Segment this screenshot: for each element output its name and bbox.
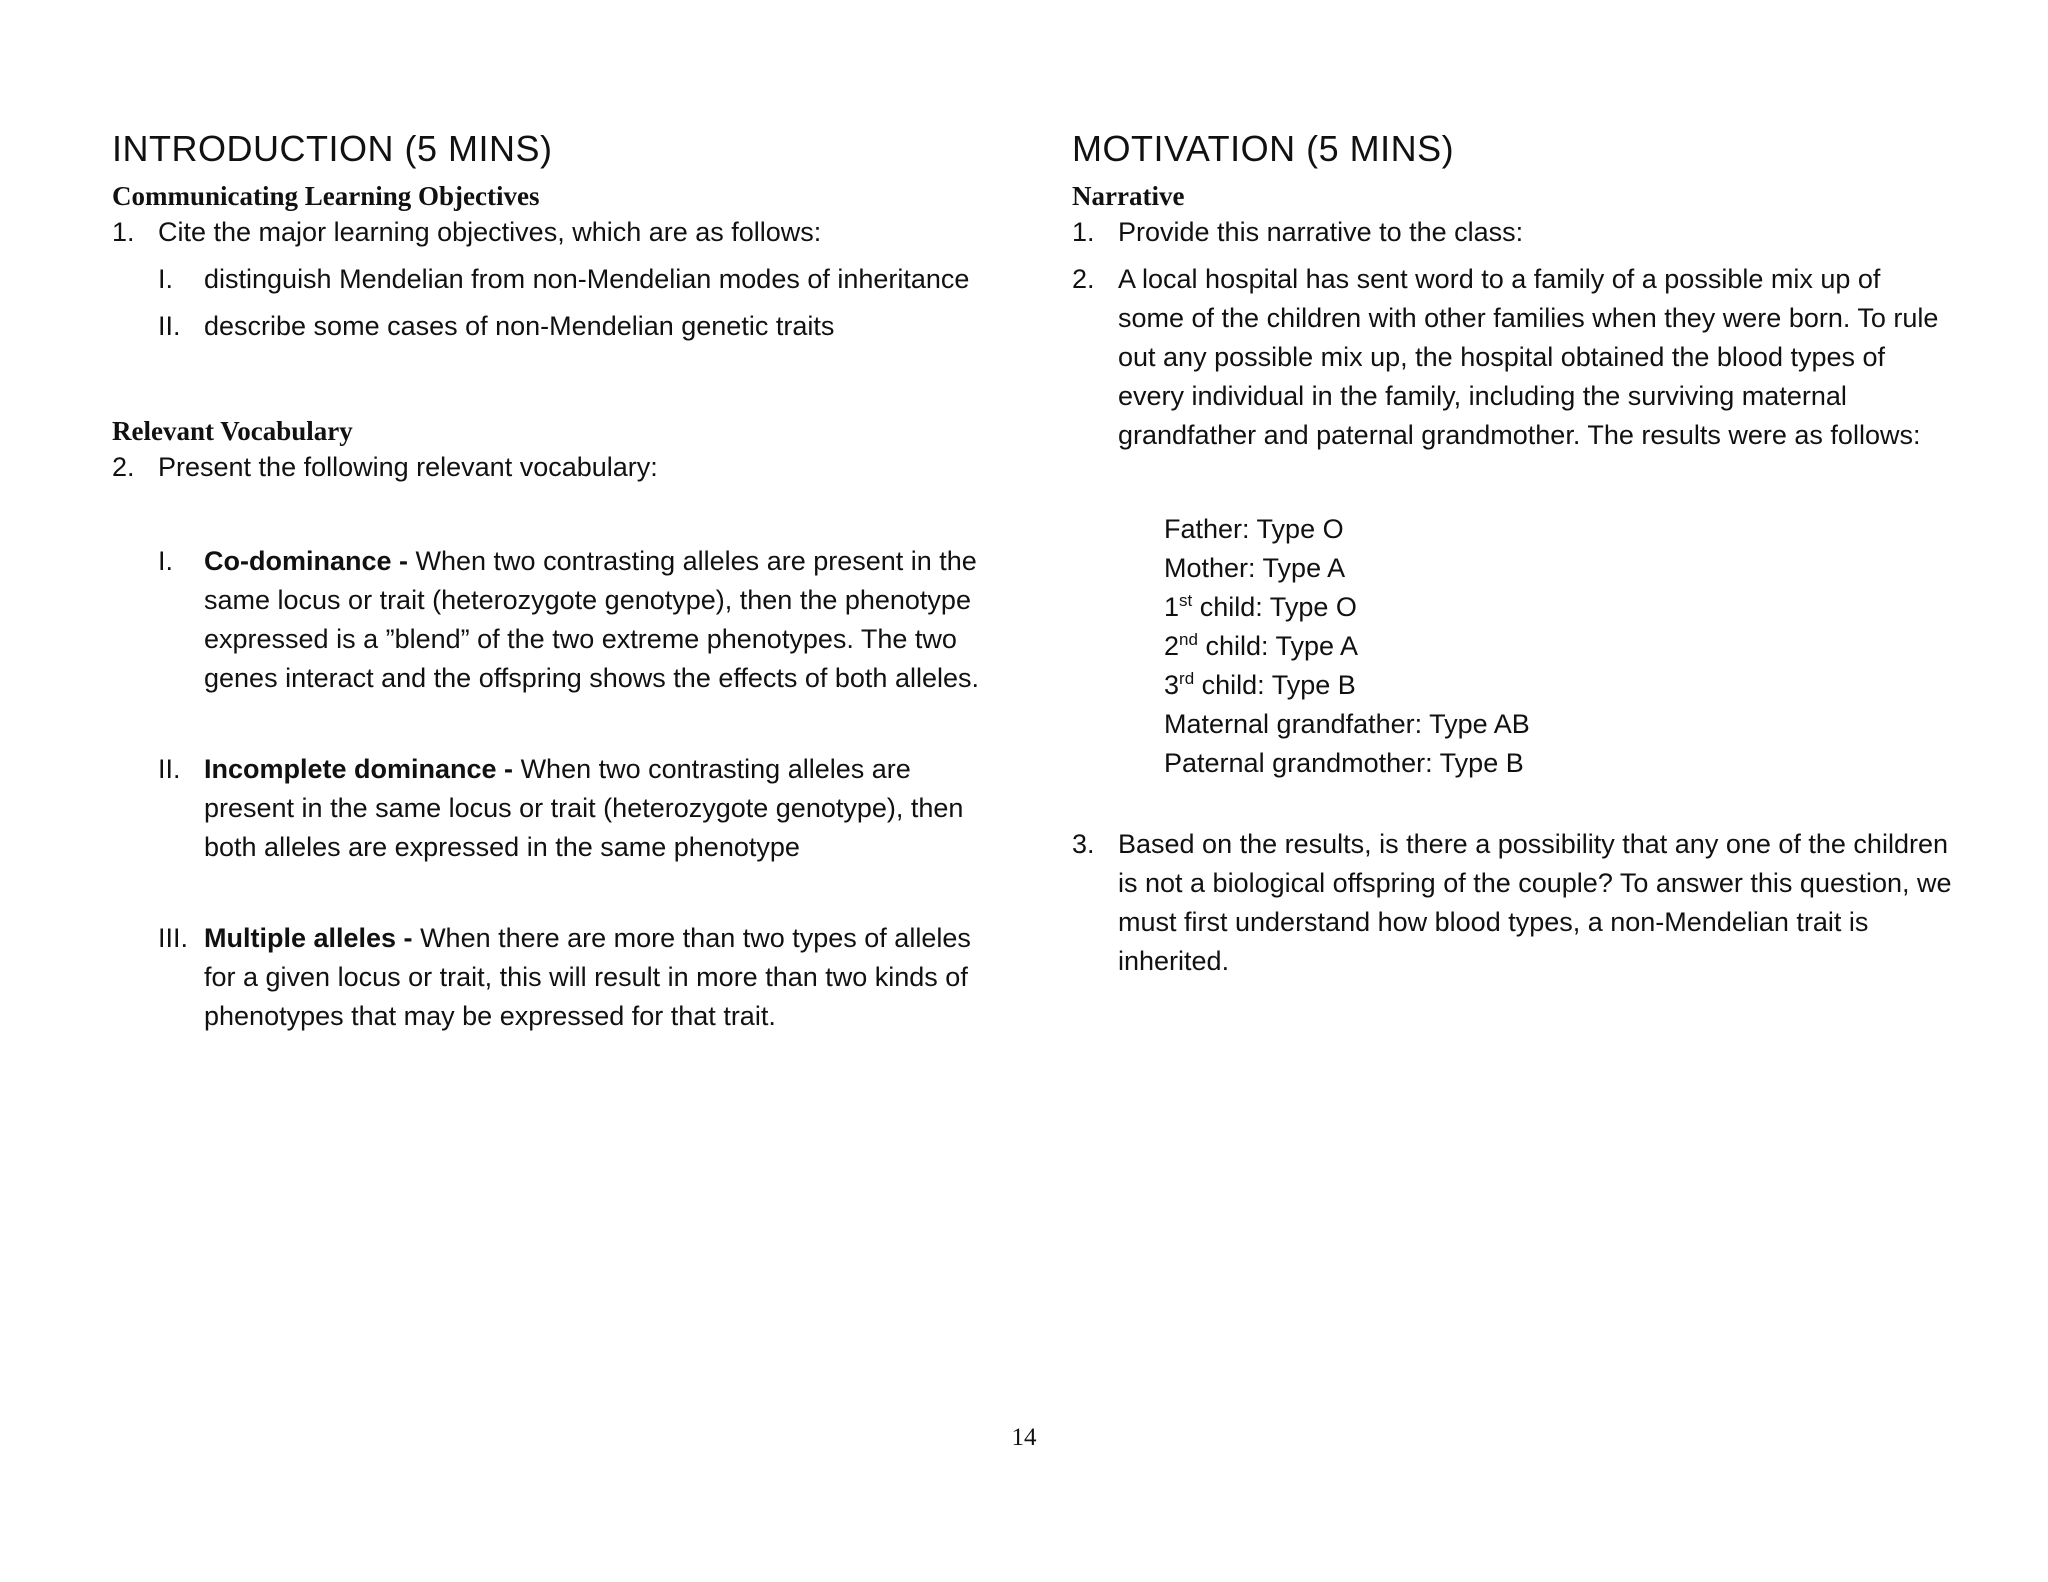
objective-text: distinguish Mendelian from non-Mendelian modes of inheritance	[204, 264, 970, 294]
introduction-section	[112, 125, 992, 1036]
child-1-ordinal: st	[1179, 591, 1193, 610]
result-father: Father: Type O	[1164, 514, 1344, 544]
page-number: 14	[1011, 1424, 1037, 1451]
vocabulary-title: Relevant Vocabulary	[112, 416, 353, 446]
child-3-text: child: Type B	[1194, 670, 1356, 700]
introduction-heading: INTRODUCTION (5 MINS)	[112, 128, 553, 169]
vocab-definition: When two contrasting alleles are present in the same locus or trait (heterozygote genotype), then the phenotype expressed is a ”blend” of the two extreme phenotypes. The two genes interact and the offspring shows the effects of both alleles.	[204, 546, 979, 693]
vocab-term: Multiple alleles -	[204, 923, 413, 953]
result-child-3	[1164, 666, 1952, 705]
motivation-item-3	[1072, 825, 1952, 981]
motivation-item-2-text: A local hospital has sent word to a family of a possible mix up of some of the children with other families when they were born. To rule out any possible mix up, the hospital obtained the blood types of every individual in the family, including the surviving maternal grandfather and paternal grandmother. The results were as follows:	[1118, 264, 1939, 450]
intro-item-2	[112, 448, 992, 487]
motivation-item-1	[1072, 213, 1952, 252]
motivation-item-2	[1072, 260, 1952, 455]
vocab-term: Co-dominance -	[204, 546, 409, 576]
motivation-item-3-text: Based on the results, is there a possibility that any one of the children is not a biological offspring of the couple? To answer this question, we must first understand how blood types, a non-Mendelian trait is inherited.	[1118, 829, 1952, 976]
intro-item-1-number: 1.	[112, 217, 135, 247]
objectives-title: Communicating Learning Objectives	[112, 181, 540, 211]
intro-item-1	[112, 213, 992, 252]
blood-type-results	[1072, 510, 1952, 783]
result-maternal-grandfather: Maternal grandfather: Type AB	[1164, 709, 1530, 739]
child-2-text: child: Type A	[1197, 631, 1359, 661]
vocab-item	[112, 542, 992, 698]
child-2-number: 2	[1164, 631, 1180, 661]
result-paternal-grandmother: Paternal grandmother: Type B	[1164, 748, 1524, 778]
objective-text: describe some cases of non-Mendelian genetic traits	[204, 311, 835, 341]
vocab-number: III.	[158, 923, 189, 953]
vocab-item	[112, 750, 992, 867]
motivation-item-3-number: 3.	[1072, 829, 1095, 859]
motivation-item-2-number: 2.	[1072, 264, 1095, 294]
child-3-ordinal: rd	[1179, 669, 1195, 688]
objective-number: II.	[158, 311, 181, 341]
child-1-number: 1	[1164, 592, 1180, 622]
intro-item-2-text: Present the following relevant vocabulary:	[158, 452, 658, 482]
child-3-number: 3	[1164, 670, 1180, 700]
motivation-heading: MOTIVATION (5 MINS)	[1072, 128, 1455, 169]
vocab-number: I.	[158, 546, 174, 576]
child-2-ordinal: nd	[1179, 630, 1198, 649]
vocab-item	[112, 919, 992, 1036]
vocab-number: II.	[158, 754, 181, 784]
result-mother: Mother: Type A	[1164, 553, 1346, 583]
motivation-item-1-text: Provide this narrative to the class:	[1118, 217, 1524, 247]
intro-item-1-text: Cite the major learning objectives, which are as follows:	[158, 217, 822, 247]
objective-item	[112, 260, 992, 299]
child-1-text: child: Type O	[1192, 592, 1357, 622]
result-child-2	[1164, 627, 1952, 666]
narrative-title: Narrative	[1072, 181, 1185, 211]
objective-item	[112, 307, 992, 346]
vocab-definition: When two contrasting alleles are present in the same locus or trait (heterozygote genotype), then both alleles are expressed in the same phenotype	[204, 754, 964, 862]
intro-item-2-number: 2.	[112, 452, 135, 482]
result-child-1	[1164, 588, 1952, 627]
motivation-item-1-number: 1.	[1072, 217, 1095, 247]
vocab-definition: When there are more than two types of alleles for a given locus or trait, this will result in more than two kinds of phenotypes that may be expressed for that trait.	[204, 923, 971, 1031]
vocab-term: Incomplete dominance -	[204, 754, 514, 784]
objective-number: I.	[158, 264, 174, 294]
motivation-section	[1072, 125, 1952, 981]
